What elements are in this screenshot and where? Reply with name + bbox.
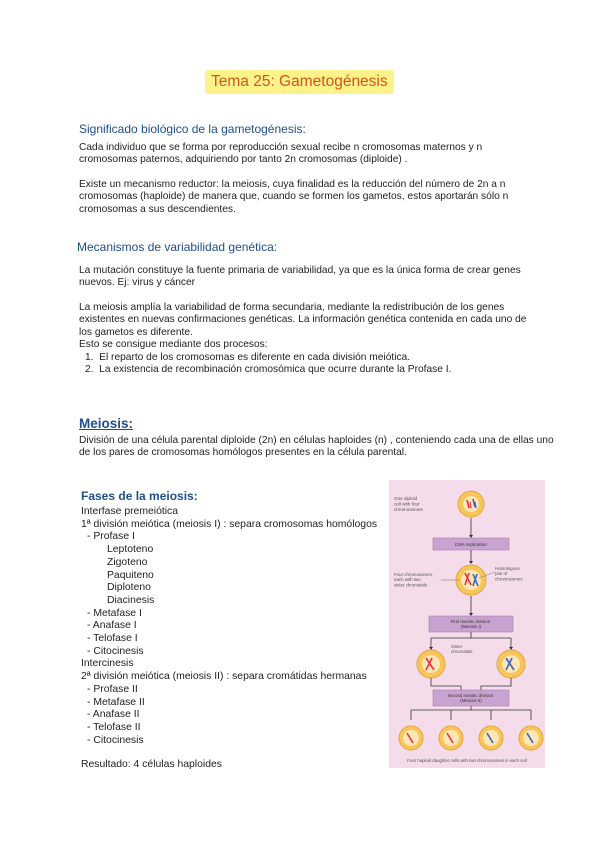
list-item: - Citocinesis xyxy=(87,645,144,657)
list-item: Leptoteno xyxy=(107,544,154,556)
text-line: de los pares de cromosomas homólogos presentes en la célula parental. xyxy=(79,447,407,459)
cell-nucleus xyxy=(523,730,539,746)
list-item: Interfase premeiótica xyxy=(81,506,179,517)
list-item: 1ª división meiótica (meiosis I) : separa cromosomas homólogos xyxy=(81,518,378,530)
text-line: nuevos. Ej: virus y cáncer xyxy=(79,277,196,289)
section-heading-significado: Significado biológico de la gametogénesis: xyxy=(79,122,306,136)
paragraph-meiosis xyxy=(79,435,554,460)
paragraph-mecanismos-2 xyxy=(79,302,526,376)
list-item: - Metafase I xyxy=(87,607,142,619)
text-line: cromosomas a sus descendientes. xyxy=(79,203,236,215)
text-line: Esto se consigue mediante dos procesos: xyxy=(79,339,268,351)
paragraph-significado-2 xyxy=(79,179,508,216)
list-item: - Anafase I xyxy=(87,620,137,632)
cell-nucleus xyxy=(443,730,459,746)
paragraph-significado-1 xyxy=(79,142,482,167)
list-item: Zigoteno xyxy=(107,556,148,568)
cell-nucleus xyxy=(502,655,520,673)
text-line: los gametos es diferente. xyxy=(79,326,193,338)
list-item: Diacinesis xyxy=(107,594,155,606)
label-four-chromosomes: Four chromosomes, each with two sister chromatids xyxy=(394,572,434,588)
text-line: cromosomas paternos, adquiriendo por tanto 2n cromosomas (diploide) . xyxy=(79,154,408,166)
fases-list xyxy=(81,506,377,747)
resultado-text: Resultado: 4 células haploides xyxy=(81,759,222,770)
text-line: existentes en nuevas confirmaciones genéticas. La información genética contenida en cada uno de xyxy=(79,314,527,326)
cell-nucleus xyxy=(403,730,419,746)
numbered-item-text: El reparto de los cromosomas es diferente en cada división meiótica. xyxy=(99,351,411,363)
label-sister-chromatids: Sister chromatids xyxy=(451,644,473,655)
list-item: - Telofase II xyxy=(87,721,141,733)
cell-nucleus xyxy=(483,730,499,746)
text-line: División de una célula parental diploide (2n) en células haploides (n) , conteniendo cada una de ellas uno xyxy=(79,435,554,446)
list-item: Paquiteno xyxy=(107,569,154,581)
list-item: - Anafase II xyxy=(87,709,140,721)
section-heading-meiosis: Meiosis: xyxy=(79,416,134,431)
list-item: - Telofase I xyxy=(87,633,138,645)
list-item: - Profase I xyxy=(87,531,135,543)
cell-nucleus xyxy=(463,496,479,512)
numbered-item-text: La existencia de recombinación cromosómica que ocurre durante la Profase I. xyxy=(99,364,452,376)
cell-nucleus xyxy=(422,655,440,673)
page-title: Tema 25: Gametogénesis xyxy=(205,70,394,94)
list-item: Intercinesis xyxy=(81,658,134,670)
cell-nucleus xyxy=(461,570,481,590)
numbered-item: 2. La existencia de recombinación cromosómica que ocurre durante la Profase I. xyxy=(85,364,452,376)
text-line: cromosomas (haploide) de manera que, cuando se formen los gametos, estos aportarán sólo n xyxy=(79,191,509,203)
label-one-diploid: One diploid cell with four chromosomes xyxy=(394,496,423,512)
list-item: - Metafase II xyxy=(87,696,145,708)
numbered-item: 1. El reparto de los cromosomas es diferente en cada división meiótica. xyxy=(85,351,411,363)
dna-replication-label: DNA replication xyxy=(455,542,487,547)
first-division-label: First meiotic division (Meiosis I) xyxy=(450,619,491,630)
text-line: Existe un mecanismo reductor: la meiosis, cuya finalidad es la reducción del número de 2n a n xyxy=(79,179,506,190)
text-line: La meiosis amplía la variabilidad de forma secundaria, mediante la redistribución de los genes xyxy=(79,302,505,313)
second-division-label: Second meiotic division (Meiosis II) xyxy=(447,693,494,704)
section-heading-mecanismos: Mecanismos de variabilidad genética: xyxy=(77,240,278,254)
paragraph-mecanismos-1 xyxy=(79,265,521,290)
list-item: Diploteno xyxy=(107,582,151,594)
section-heading-fases: Fases de la meiosis: xyxy=(81,489,198,503)
text-line: Cada individuo que se forma por reproducción sexual recibe n cromosomas maternos y n xyxy=(79,142,483,153)
list-item: - Profase II xyxy=(87,683,138,695)
label-homologous-pair: Homologous pair of chromosomes xyxy=(495,566,523,582)
text-line: La mutación constituye la fuente primaria de variabilidad, ya que es la única forma de crear genes xyxy=(79,265,521,276)
diagram-caption: Four haploid daughter cells with two chromosomes in each cell xyxy=(407,758,527,763)
list-item: 2ª división meiótica (meiosis II) : separa cromátidas hermanas xyxy=(81,671,367,683)
list-item: - Citocinesis xyxy=(87,734,144,746)
meiosis-diagram xyxy=(389,480,545,768)
